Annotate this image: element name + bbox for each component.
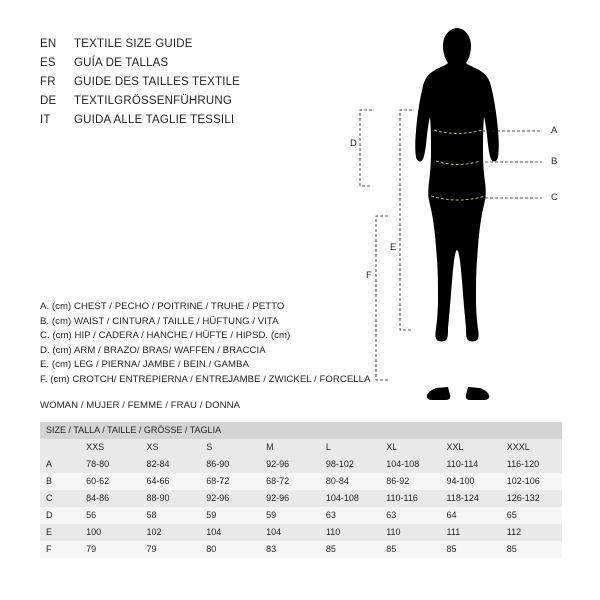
title-block <box>40 38 340 133</box>
cell-b-xxs: 60-62 <box>80 473 140 490</box>
cell-a-s: 86-90 <box>200 456 260 473</box>
title-row <box>40 57 340 76</box>
marker-label-f: F <box>366 270 372 281</box>
legend-line-f: F. (cm) CROTCH/ ENTREPIERNA / ENTREJAMBE / ZWICKEL / FORCELLA <box>40 373 371 385</box>
cell-c-xs: 88-90 <box>140 490 200 507</box>
cell-a-l: 98-102 <box>320 456 380 473</box>
cell-e-xl: 110 <box>380 524 440 541</box>
table-row <box>40 541 562 558</box>
cell-d-m: 59 <box>260 507 320 524</box>
legend-line-c: C. (cm) HIP / CADERA / HANCHE / HÜFTE / HIPSD. (cm) <box>40 330 291 342</box>
legend-line-e: E. (cm) LEG / PIERNA/ JAMBE / BEIN / GAMBA <box>40 359 249 371</box>
cell-d-xs: 58 <box>140 507 200 524</box>
cell-a-m: 92-96 <box>260 456 320 473</box>
title-lang-de: DE <box>40 95 57 107</box>
cell-c-s: 92-96 <box>200 490 260 507</box>
col-l: L <box>320 439 380 456</box>
cell-f-xxs: 79 <box>80 541 140 558</box>
cell-c-l: 104-108 <box>320 490 380 507</box>
cell-f-xs: 79 <box>140 541 200 558</box>
size-header-cell: SIZE / TALLA / TAILLE / GRÖSSE / TAGLIA <box>40 422 562 439</box>
cell-d-s: 59 <box>200 507 260 524</box>
legend-block <box>40 300 440 388</box>
cell-a-xs: 82-84 <box>140 456 200 473</box>
table-row-size-header <box>40 422 562 439</box>
cell-a-xl: 104-108 <box>380 456 440 473</box>
col-xxxl: XXXL <box>501 439 562 456</box>
cell-a-xxxl: 116-120 <box>501 456 562 473</box>
table-row <box>40 490 562 507</box>
table-row-columns <box>40 439 562 456</box>
marker-label-e: E <box>390 242 397 253</box>
cell-b-xxl: 94-100 <box>441 473 501 490</box>
cell-c-xxl: 118-124 <box>441 490 501 507</box>
title-row <box>40 114 340 133</box>
legend-line-b: B. (cm) WAIST / CINTURA / TAILLE / HÜFTUNG / VITA <box>40 315 279 327</box>
cell-b-s: 68-72 <box>200 473 260 490</box>
title-lang-es: ES <box>40 57 56 69</box>
title-text-de: TEXTILGRÖSSENFÜHRUNG <box>74 95 232 107</box>
cell-c-m: 92-96 <box>260 490 320 507</box>
cell-e-s: 104 <box>200 524 260 541</box>
title-lang-it: IT <box>40 114 51 126</box>
row-label-d: D <box>40 507 80 524</box>
marker-label-b: B <box>551 156 558 167</box>
title-lang-en: EN <box>40 38 57 50</box>
cell-f-l: 85 <box>320 541 380 558</box>
legend-line-a: A. (cm) CHEST / PECHO / POITRINE / TRUHE / PETTO <box>40 301 285 312</box>
cell-e-xxs: 100 <box>80 524 140 541</box>
title-text-it: GUIDA ALLE TAGLIE TESSILI <box>74 114 235 126</box>
cell-e-m: 104 <box>260 524 320 541</box>
cell-b-l: 80-84 <box>320 473 380 490</box>
cell-e-xxxl: 112 <box>501 524 562 541</box>
cell-b-xl: 86-92 <box>380 473 440 490</box>
title-lang-fr: FR <box>40 76 56 88</box>
gender-label: WOMAN / MUJER / FEMME / FRAU / DONNA <box>40 400 241 411</box>
col-xl: XL <box>380 439 440 456</box>
cell-b-m: 68-72 <box>260 473 320 490</box>
row-label-e: E <box>40 524 80 541</box>
cell-d-l: 63 <box>320 507 380 524</box>
cell-c-xl: 110-116 <box>380 490 440 507</box>
cell-b-xs: 64-66 <box>140 473 200 490</box>
table-row <box>40 507 562 524</box>
title-text-en: TEXTILE SIZE GUIDE <box>74 38 193 50</box>
row-label-c: C <box>40 490 80 507</box>
cell-d-xxxl: 65 <box>501 507 562 524</box>
cell-f-xl: 85 <box>380 541 440 558</box>
cell-f-m: 83 <box>260 541 320 558</box>
title-row <box>40 38 340 57</box>
marker-label-a: A <box>551 125 558 136</box>
cell-f-xxxl: 85 <box>501 541 562 558</box>
cell-b-xxxl: 102-106 <box>501 473 562 490</box>
cell-a-xxs: 78-80 <box>80 456 140 473</box>
row-label-f: F <box>40 541 80 558</box>
col-xxs: XXS <box>80 439 140 456</box>
title-text-es: GUÍA DE TALLAS <box>74 57 169 69</box>
table-row <box>40 473 562 490</box>
row-label-a: A <box>40 456 80 473</box>
col-xxl: XXL <box>441 439 501 456</box>
table-row <box>40 456 562 473</box>
size-table <box>40 422 562 558</box>
cell-e-xs: 102 <box>140 524 200 541</box>
row-label-b: B <box>40 473 80 490</box>
table-row <box>40 524 562 541</box>
marker-label-d: D <box>350 138 357 149</box>
cell-d-xxl: 64 <box>441 507 501 524</box>
cell-d-xl: 63 <box>380 507 440 524</box>
col-s: S <box>200 439 260 456</box>
cell-f-s: 80 <box>200 541 260 558</box>
cell-c-xxxl: 126-132 <box>501 490 562 507</box>
cell-c-xxs: 84-86 <box>80 490 140 507</box>
title-row <box>40 95 340 114</box>
cell-a-xxl: 110-114 <box>441 456 501 473</box>
title-text-fr: GUIDE DES TAILLES TEXTILE <box>74 76 241 88</box>
marker-label-c: C <box>551 192 558 203</box>
col-corner <box>40 439 80 456</box>
legend-line-d: D. (cm) ARM / BRAZO/ BRAS/ WAFFEN / BRACCIA <box>40 344 266 356</box>
cell-e-l: 110 <box>320 524 380 541</box>
col-xs: XS <box>140 439 200 456</box>
cell-e-xxl: 111 <box>441 524 501 541</box>
col-m: M <box>260 439 320 456</box>
cell-f-xxl: 85 <box>441 541 501 558</box>
cell-d-xxs: 56 <box>80 507 140 524</box>
title-row <box>40 76 340 95</box>
